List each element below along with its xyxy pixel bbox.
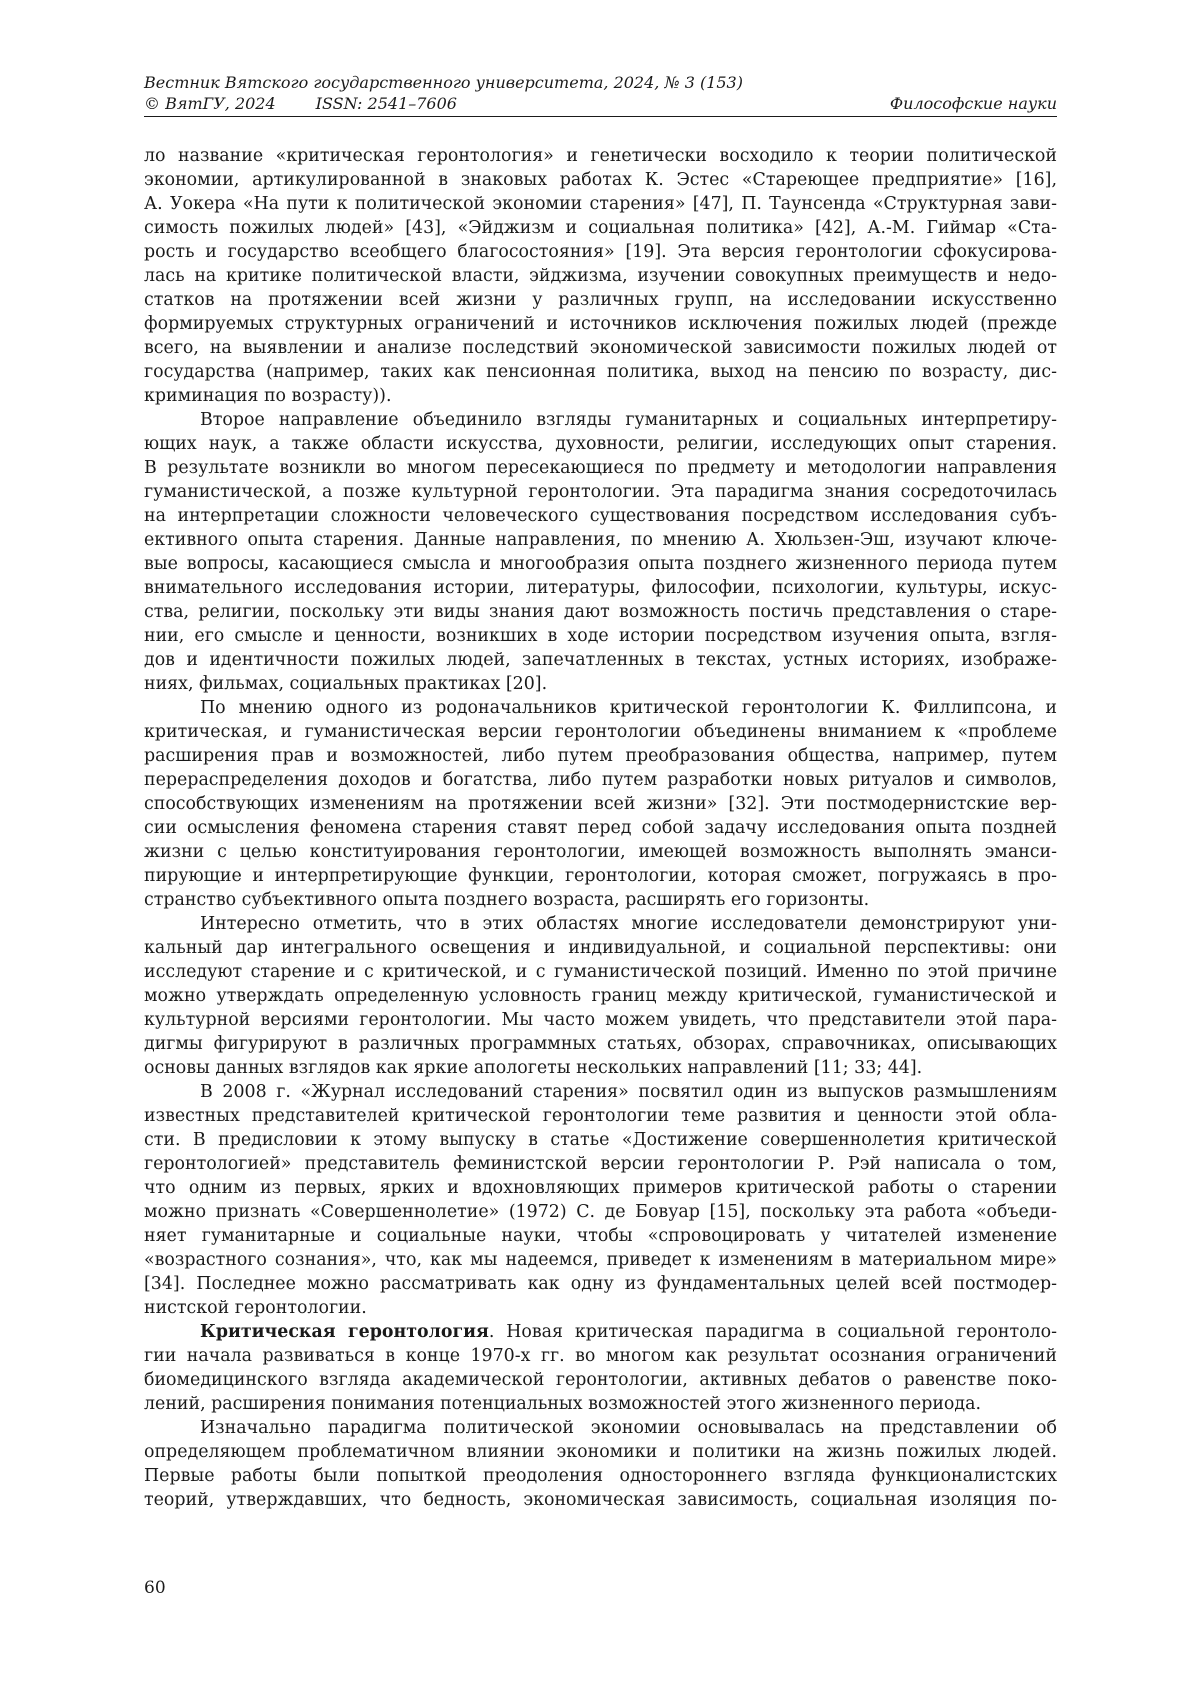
text-line-content: Второе направление объединило взгляды гуманитарных и социальных интерпретиру- — [200, 410, 1057, 430]
text-line — [144, 792, 1057, 816]
text-line-content: основы данных взглядов как яркие апологеты нескольких направлений [11; 33; 44]. — [144, 1058, 922, 1078]
text-line — [144, 456, 1057, 480]
text-line — [144, 288, 1057, 312]
text-line — [144, 216, 1057, 240]
text-line-content: известных представителей критической геронтологии теме развития и ценности этой обла- — [144, 1106, 1057, 1126]
text-line-content: внимательного исследования истории, литературы, философии, психологии, культуры, искус- — [144, 578, 1057, 598]
text-line-content: культурной версиями геронтологии. Мы часто можем увидеть, что представители этой пара- — [144, 1010, 1057, 1030]
text-line — [144, 1368, 1057, 1392]
text-line-content: нии, его смысле и ценности, возникших в ходе истории посредством изучения опыта, взгля- — [144, 626, 1057, 646]
text-line — [144, 1416, 1057, 1440]
section-name: Философские науки — [890, 93, 1057, 114]
text-line — [144, 432, 1057, 456]
text-line-content: В результате возникли во многом пересекающиеся по предмету и методологии направления — [144, 458, 1057, 478]
text-line-content: ло название «критическая геронтология» и генетически восходило к теории политической — [144, 146, 1057, 166]
text-line — [144, 552, 1057, 576]
text-line-content: Первые работы были попыткой преодоления одностороннего взгляда функционалистских — [144, 1466, 1057, 1486]
text-line — [144, 1464, 1057, 1488]
text-line — [144, 264, 1057, 288]
issn: ISSN: 2541–7606 — [316, 94, 457, 113]
journal-page — [0, 0, 1200, 1697]
text-line-content: криминация по возрасту)). — [144, 386, 391, 406]
text-line-content: экономии, артикулированной в знаковых работах К. Эстес «Стареющее предприятие» [16], — [144, 170, 1057, 190]
text-line-content: исследуют старение и с критической, и с гуманистической позиций. Именно по этой причине — [144, 962, 1057, 982]
text-line-content: В 2008 г. «Журнал исследований старения» посвятил один из выпусков размышлениям — [200, 1082, 1057, 1102]
text-line-content: дигмы фигурируют в различных программных статьях, обзорах, справочниках, описывающих — [144, 1034, 1057, 1054]
text-line-content: всего, на выявлении и анализе последствий экономической зависимости пожилых людей от — [144, 338, 1057, 358]
text-line-content: пирующие и интерпретирующие функции, геронтологии, которая сможет, погружаясь в про- — [144, 866, 1057, 886]
text-line-content: определяющем проблематичном влиянии экономики и политики на жизнь пожилых людей. — [144, 1442, 1057, 1462]
text-line — [144, 936, 1057, 960]
text-line — [144, 1248, 1057, 1272]
text-line — [144, 168, 1057, 192]
text-line-content: способствующих изменениям на протяжении всей жизни» [32]. Эти постмодернистские вер- — [144, 794, 1057, 814]
text-line-content: [34]. Последнее можно рассматривать как одну из фундаментальных целей всей постмодер- — [144, 1274, 1057, 1294]
text-line — [144, 1224, 1057, 1248]
page-number: 60 — [144, 1578, 166, 1598]
text-line — [144, 672, 1057, 696]
text-line-content: на интерпретации сложности человеческого существования посредством исследования субъ- — [144, 506, 1057, 526]
text-line — [144, 840, 1057, 864]
copyright-notice: © ВятГУ, 2024 — [144, 94, 276, 113]
text-line-content: гуманистической, а позже культурной геронтологии. Эта парадигма знания сосредоточилась — [144, 482, 1057, 502]
text-line-content: государства (например, таких как пенсионная политика, выход на пенсию по возрасту, дис- — [144, 362, 1057, 382]
text-line — [144, 1176, 1057, 1200]
journal-citation: Вестник Вятского государственного университета, 2024, № 3 (153) — [144, 72, 743, 93]
text-line — [144, 336, 1057, 360]
text-line-content: формируемых структурных ограничений и источников исключения пожилых людей (прежде — [144, 314, 1057, 334]
text-line-content: А. Уокера «На пути к политической экономии старения» [47], П. Таунсенда «Структурная зави- — [144, 194, 1057, 214]
text-line — [144, 408, 1057, 432]
text-line-content: можно утверждать определенную условность границ между критической, гуманистической и — [144, 986, 1057, 1006]
text-line-content: кальный дар интегрального освещения и индивидуальной, и социальной перспективы: они — [144, 938, 1057, 958]
text-line — [144, 312, 1057, 336]
text-line — [144, 240, 1057, 264]
text-line-content: . Новая критическая парадигма в социальной геронтоло- — [489, 1322, 1057, 1342]
text-line — [144, 1488, 1057, 1512]
text-line-content: биомедицинского взгляда академической геронтологии, активных дебатов о равенстве поко- — [144, 1370, 1057, 1390]
text-line — [144, 984, 1057, 1008]
text-line — [144, 888, 1057, 912]
text-line-content: странство субъективного опыта позднего возраста, расширять его горизонты. — [144, 890, 869, 910]
text-line-content: «возрастного сознания», что, как мы надеемся, приведет к изменениям в материальном мире» — [144, 1250, 1057, 1270]
text-line — [144, 912, 1057, 936]
text-line-content: статков на протяжении всей жизни у различных групп, на исследовании искусственно — [144, 290, 1057, 310]
section-heading: Критическая геронтология — [200, 1322, 489, 1342]
text-line — [144, 816, 1057, 840]
text-line-content: Интересно отметить, что в этих областях многие исследователи демонстрируют уни- — [200, 914, 1057, 934]
text-line-content: ниях, фильмах, социальных практиках [20]. — [144, 674, 547, 694]
text-line — [144, 600, 1057, 624]
text-line — [144, 1200, 1057, 1224]
text-line — [144, 360, 1057, 384]
text-line-content: няет гуманитарные и социальные науки, чтобы «спровоцировать у читателей изменение — [144, 1226, 1057, 1246]
article-body — [144, 144, 1057, 1512]
text-line-content: Изначально парадигма политической экономии основывалась на представлении об — [200, 1418, 1057, 1438]
text-line-content: ства, религии, поскольку эти виды знания дают возможность постичь представления о старе- — [144, 602, 1057, 622]
text-line-content: геронтологией» представитель феминистской версии геронтологии Р. Рэй написала о том, — [144, 1154, 1057, 1174]
text-line-content: ективного опыта старения. Данные направления, по мнению А. Хюльзен-Эш, изучают ключе- — [144, 530, 1057, 550]
text-line-content: лений, расширения понимания потенциальных возможностей этого жизненного периода. — [144, 1394, 981, 1414]
text-line — [144, 1008, 1057, 1032]
text-line — [144, 384, 1057, 408]
text-line — [144, 624, 1057, 648]
text-line-content: гии начала развиваться в конце 1970-х гг. во многом как результат осознания ограничений — [144, 1346, 1057, 1366]
text-line-content: теорий, утверждавших, что бедность, экономическая зависимость, социальная изоляция по- — [144, 1490, 1057, 1510]
text-line — [144, 720, 1057, 744]
text-line-content: сти. В предисловии к этому выпуску в статье «Достижение совершеннолетия критической — [144, 1130, 1057, 1150]
text-line-content: вые вопросы, касающиеся смысла и многообразия опыта позднего жизненного периода путем — [144, 554, 1057, 574]
text-line — [144, 1080, 1057, 1104]
text-line-content: симость пожилых людей» [43], «Эйджизм и социальная политика» [42], А.-М. Гиймар «Ста- — [144, 218, 1057, 238]
text-line — [144, 528, 1057, 552]
text-line — [144, 1128, 1057, 1152]
text-line — [144, 960, 1057, 984]
text-line-content: нистской геронтологии. — [144, 1298, 367, 1318]
text-line-content: рость и государство всеобщего благосостояния» [19]. Эта версия геронтологии сфокусирова- — [144, 242, 1057, 262]
text-line — [144, 576, 1057, 600]
header-rule — [144, 116, 1057, 117]
text-line — [144, 864, 1057, 888]
text-line — [144, 696, 1057, 720]
text-line — [144, 744, 1057, 768]
text-line-content: перераспределения доходов и богатства, либо путем разработки новых ритуалов и символов, — [144, 770, 1057, 790]
text-line — [144, 768, 1057, 792]
text-line-content: можно признать «Совершеннолетие» (1972) С. де Бовуар [15], поскольку эта работа «объеди- — [144, 1202, 1057, 1222]
text-line-content: критическая, и гуманистическая версии геронтологии объединены вниманием к «проблеме — [144, 722, 1057, 742]
text-line-content: что одним из первых, ярких и вдохновляющих примеров критической работы о старении — [144, 1178, 1057, 1198]
text-line — [144, 1152, 1057, 1176]
text-line — [144, 648, 1057, 672]
text-line-content: ющих наук, а также области искусства, духовности, религии, исследующих опыт старения. — [144, 434, 1057, 454]
text-line — [144, 192, 1057, 216]
text-line-content: расширения прав и возможностей, либо путем преобразования общества, например, путем — [144, 746, 1057, 766]
text-line — [144, 1392, 1057, 1416]
text-line-content: По мнению одного из родоначальников критической геронтологии К. Филлипсона, и — [200, 698, 1057, 718]
text-line — [144, 480, 1057, 504]
text-line-content: лась на критике политической власти, эйджизма, изучении совокупных преимуществ и недо- — [144, 266, 1057, 286]
text-line-content: дов и идентичности пожилых людей, запечатленных в текстах, устных историях, изображе- — [144, 650, 1057, 670]
text-line-content: сии осмысления феномена старения ставят перед собой задачу исследования опыта поздней — [144, 818, 1057, 838]
text-line — [144, 1272, 1057, 1296]
text-line — [144, 1032, 1057, 1056]
running-header — [144, 72, 1057, 114]
text-line — [144, 504, 1057, 528]
text-line — [144, 1104, 1057, 1128]
text-line-content: жизни с целью конституирования геронтологии, имеющей возможность выполнять эманси- — [144, 842, 1057, 862]
text-line — [144, 1056, 1057, 1080]
text-line — [144, 1344, 1057, 1368]
text-line — [144, 1320, 1057, 1344]
text-line — [144, 1440, 1057, 1464]
text-line — [144, 144, 1057, 168]
text-line — [144, 1296, 1057, 1320]
